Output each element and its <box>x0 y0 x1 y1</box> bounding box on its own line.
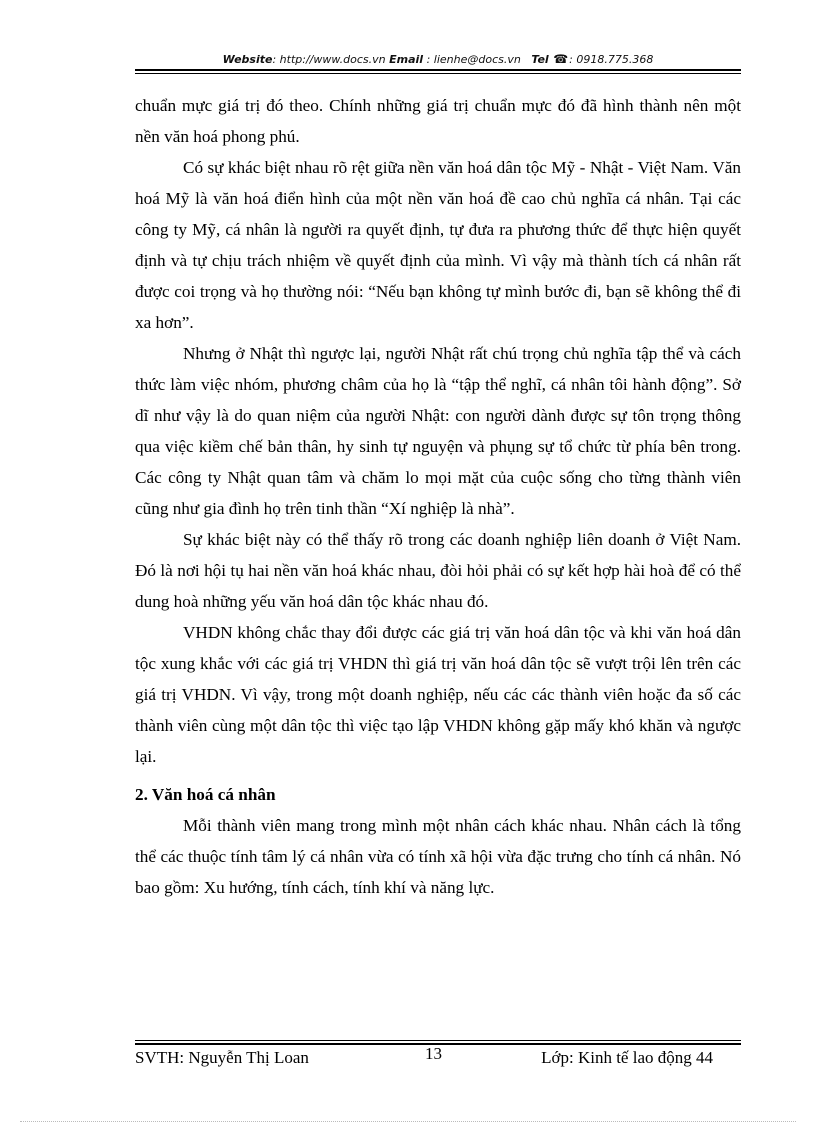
email-label: Email <box>389 53 424 66</box>
paragraph-5: VHDN không chắc thay đổi được các giá trị văn hoá dân tộc và khi văn hoá dân tộc xung khắc với các giá trị VHDN thì giá trị văn hoá dân tộc sẽ vượt trội lên trên các giá trị VHDN. Vì vậy, trong một doanh nghiệp, nếu các các thành viên hoặc đa số các thành viên cùng một dân tộc thì việc tạo lập VHDN không gặp mấy khó khăn và ngược lại. <box>135 623 741 766</box>
document-body <box>135 90 741 903</box>
page-footer <box>135 1044 741 1074</box>
phone-icon: ☎ <box>553 52 569 66</box>
paragraph-3: Nhưng ở Nhật thì ngược lại, người Nhật rất chú trọng chủ nghĩa tập thể và cách thức làm việc nhóm, phương châm của họ là “tập thể nghĩ, cá nhân tôi hành động”. Sở dĩ như vậy là do quan niệm của người Nhật: con người dành được sự tôn trọng thông qua việc kiềm chế bản thân, hy sinh tự nguyện và phụng sự tổ chức từ phía bên trong. Các công ty Nhật quan tâm và chăm lo mọi mặt của cuộc sống cho từng thành viên cũng như gia đình họ trên tinh thần “Xí nghiệp là nhà”. <box>135 344 741 518</box>
footer-class: Lớp: Kinh tế lao động 44 <box>541 1048 713 1067</box>
email-value: : lienhe@docs.vn <box>423 53 521 66</box>
tel-label: Tel <box>531 53 549 66</box>
footer-rule-thin <box>135 1040 741 1041</box>
header-rule-thin <box>135 73 741 74</box>
section-heading: 2. Văn hoá cá nhân <box>135 785 276 804</box>
paragraph-1: chuẩn mực giá trị đó theo. Chính những giá trị chuẩn mực đó đã hình thành nên một nền văn hoá phong phú. <box>135 96 741 146</box>
header-rule-thick <box>135 69 741 71</box>
paragraph-4: Sự khác biệt này có thể thấy rõ trong các doanh nghiệp liên doanh ở Việt Nam. Đó là nơi hội tụ hai nền văn hoá khác nhau, đòi hỏi phải có sự kết hợp hài hoà để có thể dung hoà những yếu văn hoá dân tộc khác nhau đó. <box>135 530 741 611</box>
page-number: 13 <box>425 1044 442 1063</box>
paragraph-6: Mỗi thành viên mang trong mình một nhân cách khác nhau. Nhân cách là tổng thể các thuộc tính tâm lý cá nhân vừa có tính xã hội vừa đặc trưng cho tính cá nhân. Nó bao gồm: Xu hướng, tính cách, tính khí và năng lực. <box>135 816 741 897</box>
paragraph-2: Có sự khác biệt nhau rõ rệt giữa nền văn hoá dân tộc Mỹ - Nhật - Việt Nam. Văn hoá Mỹ là văn hoá điển hình của một nền văn hoá đề cao chủ nghĩa cá nhân. Tại các công ty Mỹ, cá nhân là người ra quyết định, tự đưa ra phương thức để thực hiện quyết định và tự chịu trách nhiệm về quyết định của mình. Vì vậy mà thành tích cá nhân rất được coi trọng và họ thường nói: “Nếu bạn không tự mình bước đi, bạn sẽ không thể đi xa hơn”. <box>135 158 741 332</box>
footer-student: SVTH: Nguyễn Thị Loan <box>135 1048 309 1067</box>
page-bottom-edge <box>20 1121 796 1122</box>
website-value: : http://www.docs.vn <box>272 53 386 66</box>
page-header <box>135 52 741 66</box>
website-label: Website <box>222 53 273 66</box>
tel-value: : 0918.775.368 <box>569 53 654 66</box>
